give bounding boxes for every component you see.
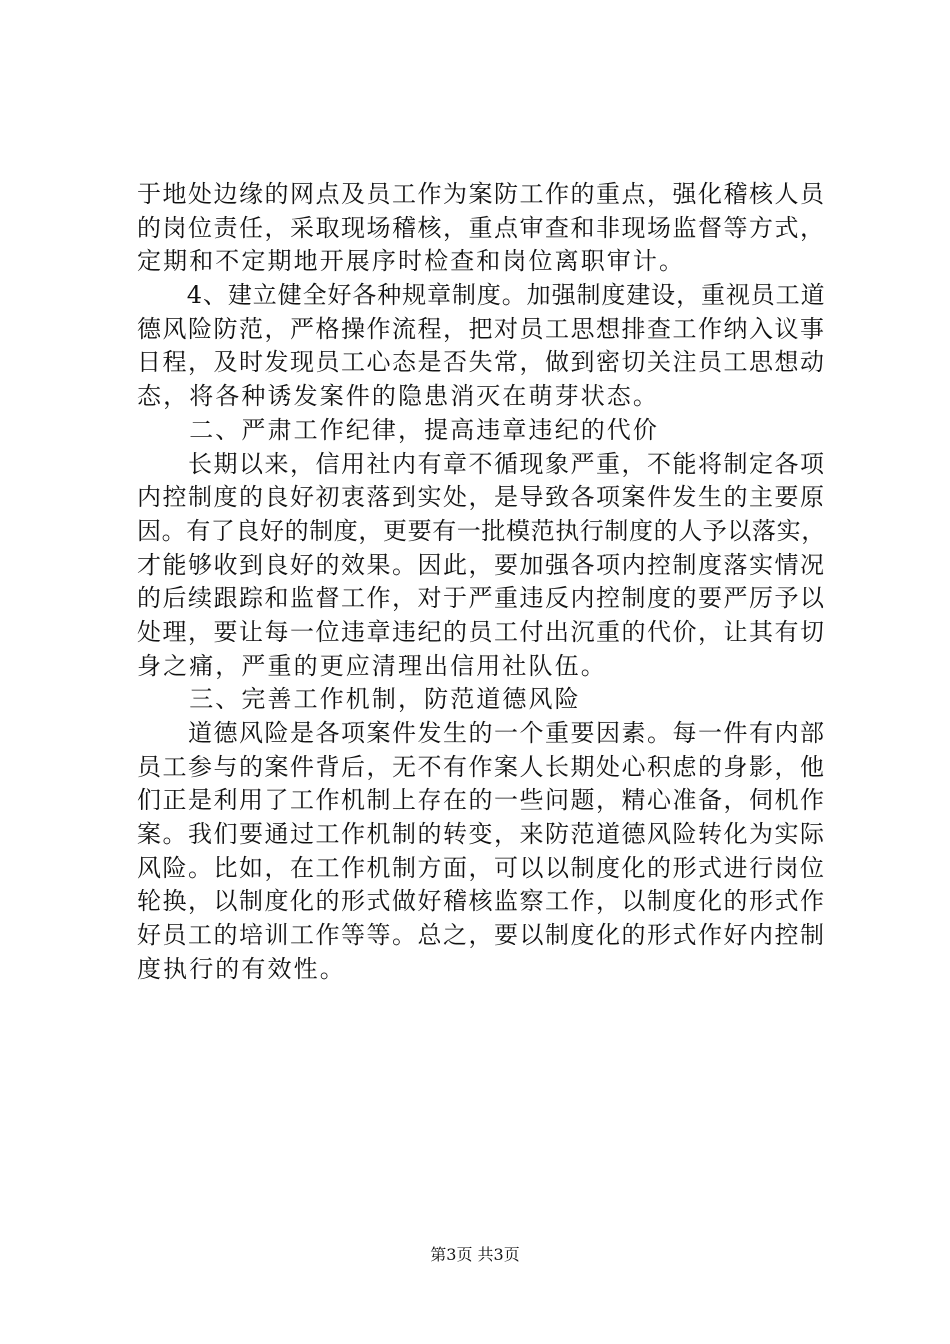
text-line: 日程，及时发现员工心态是否失常，做到密切关注员工思想动 bbox=[137, 348, 826, 377]
section-heading: 三、完善工作机制，防范道德风险 bbox=[137, 685, 581, 714]
section-heading: 二、严肃工作纪律，提高违章违纪的代价 bbox=[137, 415, 659, 444]
text-line: 态，将各种诱发案件的隐患消灭在萌芽状态。 bbox=[137, 382, 659, 411]
text-line: 轮换，以制度化的形式做好稽核监察工作，以制度化的形式作 bbox=[137, 887, 826, 916]
text-line: 风险。比如，在工作机制方面，可以以制度化的形式进行岗位 bbox=[137, 853, 826, 882]
text-line: 定期和不定期地开展序时检查和岗位离职审计。 bbox=[137, 247, 686, 276]
text-line: 于地处边缘的网点及员工作为案防工作的重点，强化稽核人员 bbox=[137, 180, 826, 208]
text-line: 好员工的培训工作等等。总之，要以制度化的形式作好内控制 bbox=[137, 921, 826, 950]
text-line: 的岗位责任，采取现场稽核，重点审查和非现场监督等方式， bbox=[137, 213, 826, 242]
text-line: 道德风险是各项案件发生的一个重要因素。每一件有内部 bbox=[137, 719, 826, 747]
text-line: 因。有了良好的制度，更要有一批模范执行制度的人予以落实， bbox=[137, 516, 826, 545]
text-line: 度执行的有效性。 bbox=[137, 954, 346, 983]
text-line: 处理，要让每一位违章违纪的员工付出沉重的代价，让其有切 bbox=[137, 617, 826, 646]
text-line: 长期以来，信用社内有章不循现象严重，不能将制定各项 bbox=[137, 449, 826, 478]
text-line: 德风险防范，严格操作流程，把对员工思想排查工作纳入议事 bbox=[137, 314, 826, 343]
text-line: 才能够收到良好的效果。因此，要加强各项内控制度落实情况 bbox=[137, 550, 826, 579]
text-line: 内控制度的良好初衷落到实处，是导致各项案件发生的主要原 bbox=[137, 483, 826, 512]
page-number-footer: 第3页 共3页 bbox=[430, 1245, 520, 1264]
text-line: 4、建立健全好各种规章制度。加强制度建设，重视员工道 bbox=[137, 281, 826, 310]
text-line: 们正是利用了工作机制上存在的一些问题，精心准备，伺机作 bbox=[137, 786, 826, 815]
text-line: 的后续跟踪和监督工作，对于严重违反内控制度的要严厉予以 bbox=[137, 584, 826, 613]
text-line: 案。我们要通过工作机制的转变，来防范道德风险转化为实际 bbox=[137, 820, 826, 849]
text-line: 身之痛，严重的更应清理出信用社队伍。 bbox=[137, 651, 607, 680]
body-text bbox=[137, 178, 833, 987]
text-line: 员工参与的案件背后，无不有作案人长期处心积虑的身影，他 bbox=[137, 752, 826, 781]
